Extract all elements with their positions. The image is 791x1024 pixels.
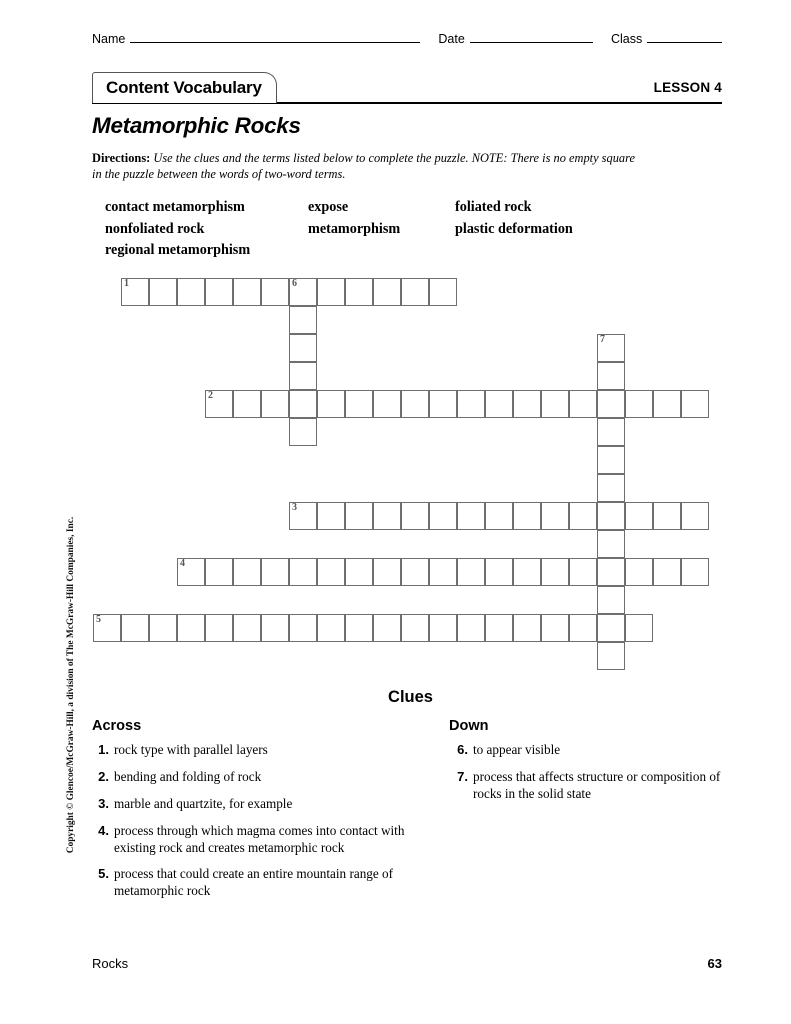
- crossword-cell[interactable]: [93, 614, 121, 642]
- crossword-cell[interactable]: [569, 614, 597, 642]
- crossword-cell[interactable]: [457, 502, 485, 530]
- crossword-cell[interactable]: [597, 614, 625, 642]
- directions-label: Directions:: [92, 151, 151, 165]
- crossword-cell[interactable]: [597, 362, 625, 390]
- crossword-cell[interactable]: [345, 558, 373, 586]
- date-label: Date: [438, 32, 465, 46]
- crossword-cell[interactable]: [205, 558, 233, 586]
- crossword-cell[interactable]: [121, 278, 149, 306]
- crossword-cell[interactable]: [513, 614, 541, 642]
- crossword-cell[interactable]: [289, 334, 317, 362]
- content-vocabulary-tab: [92, 72, 277, 103]
- class-label: Class: [610, 32, 643, 46]
- crossword-cell[interactable]: [653, 390, 681, 418]
- crossword-cell[interactable]: [681, 390, 709, 418]
- clue-number: 5.: [98, 866, 109, 882]
- clue-text: process that affects structure or composition of rocks in the solid state: [473, 768, 721, 801]
- crossword-cell[interactable]: [457, 390, 485, 418]
- clue-number: 7.: [457, 768, 468, 784]
- crossword-cell[interactable]: [205, 614, 233, 642]
- crossword-cell[interactable]: [513, 558, 541, 586]
- crossword-cell[interactable]: [233, 390, 261, 418]
- clue-item: [92, 769, 422, 786]
- clue-number: 2.: [98, 768, 109, 784]
- page-title: Metamorphic Rocks: [92, 113, 301, 138]
- word-bank-term: plastic deformation: [455, 220, 573, 237]
- crossword-cell[interactable]: [261, 558, 289, 586]
- crossword-cell[interactable]: [597, 390, 625, 418]
- crossword-cell[interactable]: [317, 614, 345, 642]
- directions: [92, 150, 637, 183]
- crossword-cell[interactable]: [457, 614, 485, 642]
- crossword-cell[interactable]: [233, 278, 261, 306]
- page-footer: [92, 956, 722, 971]
- crossword-cell[interactable]: [597, 530, 625, 558]
- cell-number: 3: [292, 502, 297, 513]
- date-input-line[interactable]: [470, 30, 593, 43]
- section-header: [92, 72, 722, 104]
- crossword-cell[interactable]: [597, 334, 625, 362]
- cell-number: 7: [600, 334, 605, 345]
- crossword-cell[interactable]: [597, 474, 625, 502]
- crossword-cell[interactable]: [149, 278, 177, 306]
- crossword-cell[interactable]: [289, 418, 317, 446]
- crossword-cell[interactable]: [597, 558, 625, 586]
- crossword-cell[interactable]: [485, 558, 513, 586]
- crossword-cell[interactable]: [401, 278, 429, 306]
- clue-number: 6.: [457, 742, 468, 757]
- crossword-cell[interactable]: [401, 502, 429, 530]
- crossword-cell[interactable]: [345, 502, 373, 530]
- crossword-cell[interactable]: [429, 502, 457, 530]
- crossword-cell[interactable]: [541, 558, 569, 586]
- crossword-cell[interactable]: [597, 446, 625, 474]
- crossword-cell[interactable]: [429, 278, 457, 306]
- down-clue-list: [449, 742, 722, 803]
- word-bank-term: [308, 240, 455, 262]
- crossword-cell[interactable]: [289, 278, 317, 306]
- crossword-cell[interactable]: [289, 390, 317, 418]
- cell-number: 5: [96, 614, 101, 625]
- clue-item: [92, 823, 422, 857]
- crossword-cell[interactable]: [597, 642, 625, 670]
- crossword-cell[interactable]: [261, 614, 289, 642]
- crossword-cell[interactable]: [373, 278, 401, 306]
- crossword-cell[interactable]: [205, 390, 233, 418]
- down-clues-column: [422, 718, 722, 910]
- clue-number: 1.: [98, 742, 109, 757]
- crossword-cell[interactable]: [373, 614, 401, 642]
- clue-item: [92, 866, 422, 900]
- crossword-cell[interactable]: [597, 586, 625, 614]
- crossword-cell[interactable]: [289, 502, 317, 530]
- crossword-cell[interactable]: [177, 558, 205, 586]
- cell-number: 2: [208, 390, 213, 401]
- crossword-cell[interactable]: [317, 390, 345, 418]
- crossword-cell[interactable]: [401, 614, 429, 642]
- clues-heading: Clues: [388, 688, 433, 706]
- crossword-cell[interactable]: [429, 390, 457, 418]
- crossword-cell[interactable]: [373, 390, 401, 418]
- crossword-cell[interactable]: [289, 614, 317, 642]
- crossword-cell[interactable]: [233, 558, 261, 586]
- clue-text: rock type with parallel layers: [114, 742, 268, 757]
- crossword-cell[interactable]: [289, 306, 317, 334]
- word-bank-term: expose: [308, 199, 349, 215]
- cell-number: 4: [180, 558, 185, 569]
- student-info-row: [92, 30, 722, 46]
- crossword-cell[interactable]: [345, 278, 373, 306]
- crossword-cell[interactable]: [317, 502, 345, 530]
- crossword-cell[interactable]: [625, 614, 653, 642]
- clue-item: [449, 742, 722, 759]
- crossword-cell[interactable]: [177, 278, 205, 306]
- crossword-cell[interactable]: [569, 502, 597, 530]
- crossword-cell[interactable]: [541, 502, 569, 530]
- word-bank-term: [455, 240, 655, 262]
- clue-item: [92, 796, 422, 813]
- word-bank-term: foliated rock: [455, 199, 532, 215]
- page-number: 63: [707, 956, 722, 971]
- footer-chapter-label: Rocks: [92, 956, 129, 971]
- crossword-cell[interactable]: [345, 614, 373, 642]
- clue-text: bending and folding of rock: [114, 768, 262, 784]
- clue-text: process through which magma comes into contact with existing rock and creates metamorphic rock: [114, 822, 405, 855]
- word-bank-term: contact metamorphism: [105, 199, 245, 215]
- crossword-cell[interactable]: [541, 614, 569, 642]
- crossword-cell[interactable]: [401, 558, 429, 586]
- class-input-line[interactable]: [647, 30, 722, 43]
- crossword-cell[interactable]: [597, 418, 625, 446]
- crossword-cell[interactable]: [261, 278, 289, 306]
- lesson-number: LESSON 4: [653, 80, 722, 95]
- clue-number: 4.: [98, 822, 109, 838]
- crossword-cell[interactable]: [345, 390, 373, 418]
- name-input-line[interactable]: [130, 30, 420, 43]
- crossword-cell[interactable]: [653, 558, 681, 586]
- crossword-cell[interactable]: [681, 502, 709, 530]
- crossword-cell[interactable]: [177, 614, 205, 642]
- crossword-cell[interactable]: [569, 390, 597, 418]
- word-bank-row: [105, 240, 705, 262]
- crossword-cell[interactable]: [429, 614, 457, 642]
- across-heading: Across: [92, 718, 142, 734]
- clues-section: [92, 718, 722, 910]
- crossword-cell[interactable]: [373, 502, 401, 530]
- crossword-cell[interactable]: [597, 502, 625, 530]
- crossword-cell[interactable]: [541, 390, 569, 418]
- down-heading: Down: [449, 718, 489, 734]
- directions-text: Use the clues and the terms listed below to complete the puzzle. NOTE: There is no empty square in the puzzle between the words of two-word terms.: [92, 151, 635, 182]
- crossword-cell[interactable]: [457, 558, 485, 586]
- crossword-cell[interactable]: [373, 558, 401, 586]
- crossword-cell[interactable]: [149, 614, 177, 642]
- crossword-cell[interactable]: [569, 558, 597, 586]
- crossword-cell[interactable]: [429, 558, 457, 586]
- crossword-cell[interactable]: [317, 558, 345, 586]
- crossword-cell[interactable]: [485, 502, 513, 530]
- crossword-cell[interactable]: [317, 278, 345, 306]
- content-vocabulary-tab-label: Content Vocabulary: [106, 78, 262, 97]
- crossword-cell[interactable]: [485, 614, 513, 642]
- crossword-cell[interactable]: [289, 558, 317, 586]
- crossword-cell[interactable]: [261, 390, 289, 418]
- across-clues-column: [92, 718, 422, 910]
- clue-text: marble and quartzite, for example: [114, 795, 293, 811]
- crossword-cell[interactable]: [513, 390, 541, 418]
- crossword-cell[interactable]: [513, 502, 541, 530]
- cell-number: 6: [292, 278, 297, 289]
- word-bank: [105, 197, 705, 262]
- clue-number: 3.: [98, 795, 109, 811]
- crossword-cell[interactable]: [289, 362, 317, 390]
- word-bank-row: [105, 197, 705, 219]
- crossword-cell[interactable]: [625, 390, 653, 418]
- crossword-cell[interactable]: [681, 558, 709, 586]
- word-bank-row: [105, 219, 705, 241]
- clue-text: to appear visible: [473, 742, 561, 757]
- crossword-cell[interactable]: [121, 614, 149, 642]
- word-bank-term: nonfoliated rock: [105, 220, 205, 237]
- crossword-cell[interactable]: [205, 278, 233, 306]
- word-bank-term: metamorphism: [308, 220, 401, 237]
- clue-text: process that could create an entire mountain range of metamorphic rock: [114, 866, 394, 899]
- crossword-cell[interactable]: [653, 502, 681, 530]
- crossword-cell[interactable]: [401, 390, 429, 418]
- word-bank-term: regional metamorphism: [105, 242, 251, 258]
- crossword-cell[interactable]: [485, 390, 513, 418]
- across-clue-list: [92, 742, 422, 900]
- clue-item: [92, 742, 422, 759]
- copyright-notice: Copyright © Glencoe/McGraw-Hill, a division of The McGraw-Hill Companies, Inc.: [66, 516, 76, 854]
- name-label: Name: [92, 32, 126, 46]
- crossword-cell[interactable]: [233, 614, 261, 642]
- crossword-cell[interactable]: [625, 502, 653, 530]
- crossword-cell[interactable]: [625, 558, 653, 586]
- cell-number: 1: [124, 278, 129, 289]
- clue-item: [449, 769, 722, 803]
